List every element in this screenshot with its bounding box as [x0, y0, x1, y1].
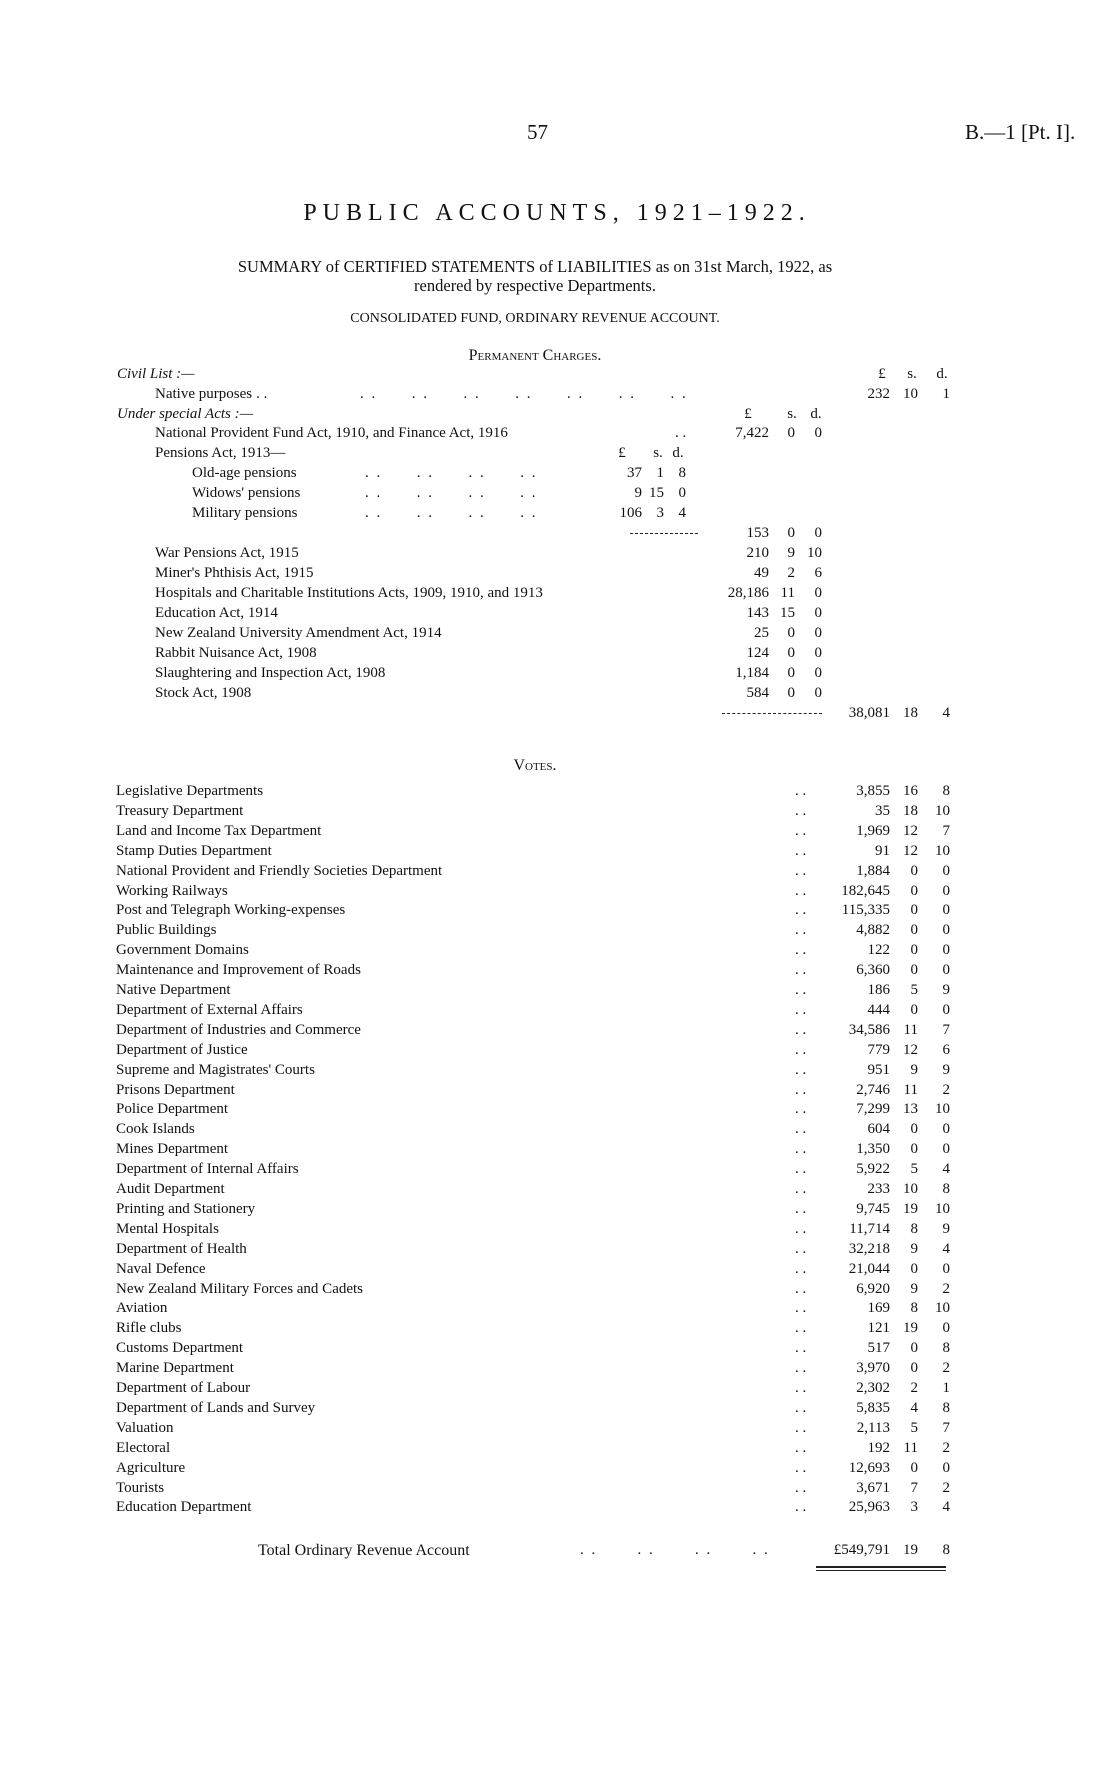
provident-fund-shillings: 0	[787, 425, 795, 441]
vote-pence: 0	[942, 962, 950, 978]
vote-shillings: 2	[910, 1380, 918, 1396]
old-age-shillings: 1	[656, 465, 664, 481]
vote-pounds: 3,970	[856, 1360, 890, 1376]
leader-dots: . .	[795, 922, 807, 938]
vote-shillings: 18	[903, 803, 918, 819]
vote-pence: 6	[942, 1042, 950, 1058]
vote-label: Department of Labour	[116, 1380, 251, 1396]
native-purposes-pounds: 232	[867, 386, 890, 402]
vote-shillings: 19	[903, 1320, 918, 1336]
vote-pounds: 34,586	[848, 1022, 890, 1038]
special-act-pence: 0	[814, 625, 822, 641]
leader-dots: . .	[795, 1340, 807, 1356]
vote-pounds: 122	[867, 942, 890, 958]
special-act-label: Rabbit Nuisance Act, 1908	[155, 645, 317, 661]
vote-shillings: 12	[903, 1042, 918, 1058]
vote-label: Prisons Department	[116, 1082, 235, 1098]
vote-pence: 7	[942, 823, 950, 839]
special-act-label: Stock Act, 1908	[155, 685, 252, 701]
vote-shillings: 19	[903, 1201, 918, 1217]
middle-shilling-header: s.	[787, 406, 797, 422]
vote-label: Cook Islands	[116, 1121, 195, 1137]
special-act-label: War Pensions Act, 1915	[155, 545, 299, 561]
pensions-total-pounds: 153	[746, 525, 769, 541]
outer-shilling-header: s.	[907, 366, 917, 382]
vote-pence: 10	[935, 1101, 950, 1117]
vote-pence: 8	[942, 783, 950, 799]
grand-total-pounds: £549,791	[833, 1542, 890, 1558]
vote-pounds: 444	[867, 1002, 890, 1018]
leader-dots: . .	[795, 883, 807, 899]
vote-shillings: 9	[910, 1281, 918, 1297]
middle-pound-header: £	[744, 406, 752, 422]
vote-label: Marine Department	[116, 1360, 234, 1376]
vote-shillings: 0	[910, 863, 918, 879]
vote-pounds: 32,218	[848, 1241, 890, 1257]
vote-pence: 0	[942, 1460, 950, 1476]
vote-pence: 0	[942, 922, 950, 938]
special-act-shillings: 2	[787, 565, 795, 581]
special-act-pounds: 25	[754, 625, 769, 641]
special-act-shillings: 11	[780, 585, 795, 601]
special-act-pence: 0	[814, 645, 822, 661]
vote-shillings: 16	[903, 783, 918, 799]
vote-pounds: 11,714	[849, 1221, 890, 1237]
special-act-pence: 6	[814, 565, 822, 581]
grand-total-double-rule-top	[816, 1566, 946, 1568]
special-act-pence: 0	[814, 585, 822, 601]
leader-dots: . .	[795, 1480, 807, 1496]
vote-pence: 4	[942, 1499, 950, 1515]
vote-pence: 0	[942, 883, 950, 899]
native-purposes-pence: 1	[942, 386, 950, 402]
vote-pounds: 233	[867, 1181, 890, 1197]
vote-pounds: 2,113	[856, 1420, 890, 1436]
vote-pence: 10	[935, 1300, 950, 1316]
vote-label: Department of Health	[116, 1241, 247, 1257]
special-acts-total-pounds: 38,081	[848, 705, 890, 721]
special-act-pence: 0	[814, 685, 822, 701]
special-act-shillings: 0	[787, 665, 795, 681]
special-act-label: New Zealand University Amendment Act, 1914	[155, 625, 442, 641]
pensions-total-pence: 0	[814, 525, 822, 541]
page-number: 57	[527, 120, 548, 144]
vote-shillings: 13	[903, 1101, 918, 1117]
inner-shilling-header: s.	[653, 445, 663, 461]
inner-pence-header: d.	[672, 445, 684, 461]
leader-dots: . .	[795, 1300, 807, 1316]
leader-dots: . .	[795, 1101, 807, 1117]
special-act-pence: 10	[807, 545, 822, 561]
vote-shillings: 12	[903, 843, 918, 859]
leader-dots: . . . . . . . .	[365, 505, 538, 521]
vote-pence: 10	[935, 843, 950, 859]
civil-list-label: Civil List :—	[117, 366, 195, 382]
grand-total-pence: 8	[942, 1542, 950, 1558]
vote-label: Native Department	[116, 982, 231, 998]
vote-shillings: 0	[910, 922, 918, 938]
vote-pounds: 12,693	[848, 1460, 890, 1476]
vote-label: Department of Internal Affairs	[116, 1161, 299, 1177]
vote-label: New Zealand Military Forces and Cadets	[116, 1281, 364, 1297]
leader-dots: . .	[795, 1221, 807, 1237]
vote-pounds: 1,350	[856, 1141, 890, 1157]
vote-label: Agriculture	[116, 1460, 186, 1476]
vote-pence: 0	[942, 1320, 950, 1336]
vote-label: National Provident and Friendly Societies Department	[116, 863, 443, 879]
vote-label: Education Department	[116, 1499, 252, 1515]
vote-pence: 7	[942, 1420, 950, 1436]
special-act-pounds: 124	[746, 645, 769, 661]
vote-pounds: 3,855	[856, 783, 890, 799]
leader-dots: . .	[795, 1320, 807, 1336]
military-pence: 4	[678, 505, 686, 521]
vote-label: Audit Department	[116, 1181, 225, 1197]
leader-dots: . .	[795, 863, 807, 879]
vote-label: Valuation	[116, 1420, 174, 1436]
vote-pounds: 2,746	[856, 1082, 890, 1098]
leader-dots: . .	[795, 1141, 807, 1157]
vote-label: Maintenance and Improvement of Roads	[116, 962, 361, 978]
vote-pence: 8	[942, 1400, 950, 1416]
vote-shillings: 9	[910, 1062, 918, 1078]
special-act-shillings: 9	[787, 545, 795, 561]
provident-fund-label: National Provident Fund Act, 1910, and Finance Act, 1916	[155, 425, 508, 441]
special-act-pounds: 143	[746, 605, 769, 621]
vote-label: Department of Justice	[116, 1042, 248, 1058]
old-age-pensions-label: Old-age pensions	[192, 465, 297, 481]
leader-dots: . .	[795, 1460, 807, 1476]
vote-pounds: 25,963	[848, 1499, 890, 1515]
special-act-pence: 0	[814, 605, 822, 621]
vote-pounds: 4,882	[856, 922, 890, 938]
vote-pence: 9	[942, 982, 950, 998]
outer-pound-header: £	[878, 366, 886, 382]
vote-pounds: 35	[875, 803, 890, 819]
inner-pound-header: £	[618, 445, 626, 461]
vote-pence: 0	[942, 1141, 950, 1157]
vote-shillings: 9	[910, 1241, 918, 1257]
vote-pence: 7	[942, 1022, 950, 1038]
vote-shillings: 0	[910, 1261, 918, 1277]
vote-shillings: 0	[910, 962, 918, 978]
vote-shillings: 0	[910, 883, 918, 899]
leader-dots: . .	[795, 942, 807, 958]
leader-dots: . .	[795, 1042, 807, 1058]
leader-dots: . .	[795, 1161, 807, 1177]
vote-pounds: 1,884	[856, 863, 890, 879]
special-act-label: Hospitals and Charitable Institutions Acts, 1909, 1910, and 1913	[155, 585, 543, 601]
vote-shillings: 5	[910, 1420, 918, 1436]
leader-dots: . .	[795, 823, 807, 839]
vote-pence: 2	[942, 1360, 950, 1376]
vote-label: Public Buildings	[116, 922, 217, 938]
native-purposes-label: Native purposes . .	[155, 386, 268, 402]
leader-dots: . .	[795, 1082, 807, 1098]
leader-dots: . .	[795, 843, 807, 859]
middle-pence-header: d.	[810, 406, 822, 422]
leader-dots: . . . . . . . .	[580, 1542, 770, 1558]
vote-pounds: 951	[867, 1062, 890, 1078]
vote-pounds: 91	[875, 843, 890, 859]
native-purposes-shillings: 10	[903, 386, 918, 402]
leader-dots: . .	[795, 1241, 807, 1257]
vote-pounds: 517	[867, 1340, 890, 1356]
vote-label: Post and Telegraph Working-expenses	[116, 902, 346, 918]
vote-pounds: 1,969	[856, 823, 890, 839]
vote-shillings: 8	[910, 1300, 918, 1316]
vote-pounds: 182,645	[841, 883, 890, 899]
outer-pence-header: d.	[936, 366, 948, 382]
vote-pounds: 192	[867, 1440, 890, 1456]
vote-label: Department of Lands and Survey	[116, 1400, 316, 1416]
provident-fund-pence: 0	[814, 425, 822, 441]
special-act-shillings: 0	[787, 625, 795, 641]
vote-pounds: 604	[867, 1121, 890, 1137]
vote-label: Land and Income Tax Department	[116, 823, 322, 839]
vote-shillings: 5	[910, 982, 918, 998]
fund-heading: CONSOLIDATED FUND, ORDINARY REVENUE ACCOUNT.	[350, 311, 720, 326]
vote-pence: 0	[942, 1002, 950, 1018]
provident-fund-pounds: 7,422	[735, 425, 769, 441]
vote-label: Supreme and Magistrates' Courts	[116, 1062, 315, 1078]
leader-dots: . .	[795, 962, 807, 978]
vote-label: Electoral	[116, 1440, 171, 1456]
old-age-pounds: 37	[627, 465, 642, 481]
vote-pence: 9	[942, 1062, 950, 1078]
leader-dots: . .	[795, 1022, 807, 1038]
vote-label: Stamp Duties Department	[116, 843, 272, 859]
vote-shillings: 0	[910, 942, 918, 958]
leader-dots: . .	[795, 1121, 807, 1137]
vote-label: Aviation	[116, 1300, 168, 1316]
vote-pence: 4	[942, 1241, 950, 1257]
special-act-pounds: 1,184	[735, 665, 769, 681]
vote-pence: 0	[942, 1261, 950, 1277]
vote-pence: 10	[935, 803, 950, 819]
vote-pounds: 3,671	[856, 1480, 890, 1496]
vote-label: Rifle clubs	[116, 1320, 182, 1336]
vote-shillings: 11	[903, 1440, 918, 1456]
widows-shillings: 15	[649, 485, 664, 501]
vote-label: Legislative Departments	[116, 783, 264, 799]
special-act-label: Slaughtering and Inspection Act, 1908	[155, 665, 386, 681]
vote-pence: 0	[942, 1121, 950, 1137]
vote-shillings: 0	[910, 1121, 918, 1137]
leader-dots: . .	[795, 1201, 807, 1217]
vote-label: Treasury Department	[116, 803, 244, 819]
summary-line-1: SUMMARY of CERTIFIED STATEMENTS of LIABILITIES as on 31st March, 1922, as	[237, 257, 833, 276]
special-act-shillings: 0	[787, 685, 795, 701]
vote-shillings: 8	[910, 1221, 918, 1237]
vote-pounds: 186	[867, 982, 890, 998]
page-title: PUBLIC ACCOUNTS, 1921–1922.	[303, 200, 811, 226]
vote-pounds: 2,302	[856, 1380, 890, 1396]
vote-label: Mental Hospitals	[116, 1221, 219, 1237]
permanent-charges-heading: Permanent Charges.	[468, 347, 602, 364]
vote-pence: 0	[942, 942, 950, 958]
vote-pence: 10	[935, 1201, 950, 1217]
leader-dots: . .	[675, 425, 687, 441]
vote-shillings: 0	[910, 1460, 918, 1476]
vote-pence: 2	[942, 1082, 950, 1098]
vote-pounds: 121	[867, 1320, 890, 1336]
vote-pounds: 779	[867, 1042, 890, 1058]
leader-dots: . .	[795, 1261, 807, 1277]
special-act-label: Miner's Phthisis Act, 1915	[155, 565, 314, 581]
special-act-shillings: 15	[780, 605, 795, 621]
vote-label: Department of Industries and Commerce	[116, 1022, 361, 1038]
vote-pounds: 115,335	[841, 902, 890, 918]
vote-pounds: 169	[867, 1300, 890, 1316]
leader-dots: . .	[795, 1360, 807, 1376]
leader-dots: . .	[795, 803, 807, 819]
leader-dots: . .	[795, 1281, 807, 1297]
votes-heading: Votes.	[513, 757, 557, 774]
pensions-act-label: Pensions Act, 1913—	[155, 445, 286, 461]
vote-shillings: 3	[910, 1499, 918, 1515]
vote-label: Working Railways	[116, 883, 228, 899]
vote-shillings: 0	[910, 1002, 918, 1018]
leader-dots: . .	[795, 1062, 807, 1078]
vote-pounds: 6,360	[856, 962, 890, 978]
widows-pence: 0	[678, 485, 686, 501]
vote-pence: 8	[942, 1181, 950, 1197]
military-shillings: 3	[656, 505, 664, 521]
leader-dots: . .	[795, 982, 807, 998]
old-age-pence: 8	[678, 465, 686, 481]
vote-label: Mines Department	[116, 1141, 229, 1157]
vote-label: Customs Department	[116, 1340, 244, 1356]
leader-dots: . .	[795, 1002, 807, 1018]
vote-pounds: 7,299	[856, 1101, 890, 1117]
vote-shillings: 12	[903, 823, 918, 839]
leader-dots: . .	[795, 1499, 807, 1515]
vote-shillings: 11	[903, 1082, 918, 1098]
vote-shillings: 0	[910, 1340, 918, 1356]
vote-shillings: 4	[910, 1400, 918, 1416]
leader-dots: . . . . . . . . . . . . . .	[360, 386, 688, 402]
vote-label: Government Domains	[116, 942, 249, 958]
leader-dots: . . . . . . . .	[365, 465, 538, 481]
leader-dots: . .	[795, 902, 807, 918]
widows-pensions-label: Widows' pensions	[192, 485, 301, 501]
special-acts-total-rule	[722, 713, 822, 714]
vote-label: Naval Defence	[116, 1261, 206, 1277]
vote-pence: 1	[942, 1380, 950, 1396]
special-act-pence: 0	[814, 665, 822, 681]
special-act-label: Education Act, 1914	[155, 605, 278, 621]
vote-pounds: 9,745	[856, 1201, 890, 1217]
special-acts-total-pence: 4	[942, 705, 950, 721]
summary-line-2: rendered by respective Departments.	[414, 276, 656, 295]
military-pounds: 106	[619, 505, 642, 521]
vote-pounds: 5,835	[856, 1400, 890, 1416]
vote-pence: 4	[942, 1161, 950, 1177]
leader-dots: . .	[795, 1440, 807, 1456]
leader-dots: . .	[795, 1420, 807, 1436]
special-act-pounds: 584	[746, 685, 769, 701]
vote-pence: 0	[942, 902, 950, 918]
vote-pence: 9	[942, 1221, 950, 1237]
vote-pounds: 5,922	[856, 1161, 890, 1177]
special-act-shillings: 0	[787, 645, 795, 661]
vote-pence: 0	[942, 863, 950, 879]
vote-shillings: 10	[903, 1181, 918, 1197]
vote-label: Printing and Stationery	[116, 1201, 256, 1217]
vote-label: Police Department	[116, 1101, 229, 1117]
vote-label: Tourists	[116, 1480, 165, 1496]
vote-pence: 2	[942, 1440, 950, 1456]
vote-shillings: 0	[910, 902, 918, 918]
leader-dots: . .	[795, 1181, 807, 1197]
leader-dots: . .	[795, 1380, 807, 1396]
grand-total-shillings: 19	[903, 1542, 918, 1558]
vote-shillings: 7	[910, 1480, 918, 1496]
widows-pounds: 9	[634, 485, 642, 501]
leader-dots: . .	[795, 783, 807, 799]
special-acts-label: Under special Acts :—	[117, 406, 253, 422]
pensions-subtotal-rule	[630, 533, 698, 534]
vote-pence: 8	[942, 1340, 950, 1356]
military-pensions-label: Military pensions	[192, 505, 298, 521]
special-acts-total-shillings: 18	[903, 705, 918, 721]
vote-pounds: 6,920	[856, 1281, 890, 1297]
leader-dots: . . . . . . . .	[365, 485, 538, 501]
vote-shillings: 5	[910, 1161, 918, 1177]
special-act-pounds: 49	[754, 565, 769, 581]
leader-dots: . .	[256, 386, 268, 402]
vote-shillings: 0	[910, 1360, 918, 1376]
special-act-pounds: 28,186	[727, 585, 769, 601]
vote-label: Department of External Affairs	[116, 1002, 303, 1018]
pensions-total-shillings: 0	[787, 525, 795, 541]
grand-total-label: Total Ordinary Revenue Account	[258, 1542, 470, 1559]
vote-pence: 2	[942, 1480, 950, 1496]
document-reference: B.—1 [Pt. I].	[965, 120, 1076, 144]
special-act-pounds: 210	[746, 545, 769, 561]
vote-pence: 2	[942, 1281, 950, 1297]
vote-shillings: 11	[903, 1022, 918, 1038]
vote-shillings: 0	[910, 1141, 918, 1157]
vote-pounds: 21,044	[848, 1261, 890, 1277]
leader-dots: . .	[795, 1400, 807, 1416]
grand-total-double-rule-bottom	[816, 1570, 946, 1571]
